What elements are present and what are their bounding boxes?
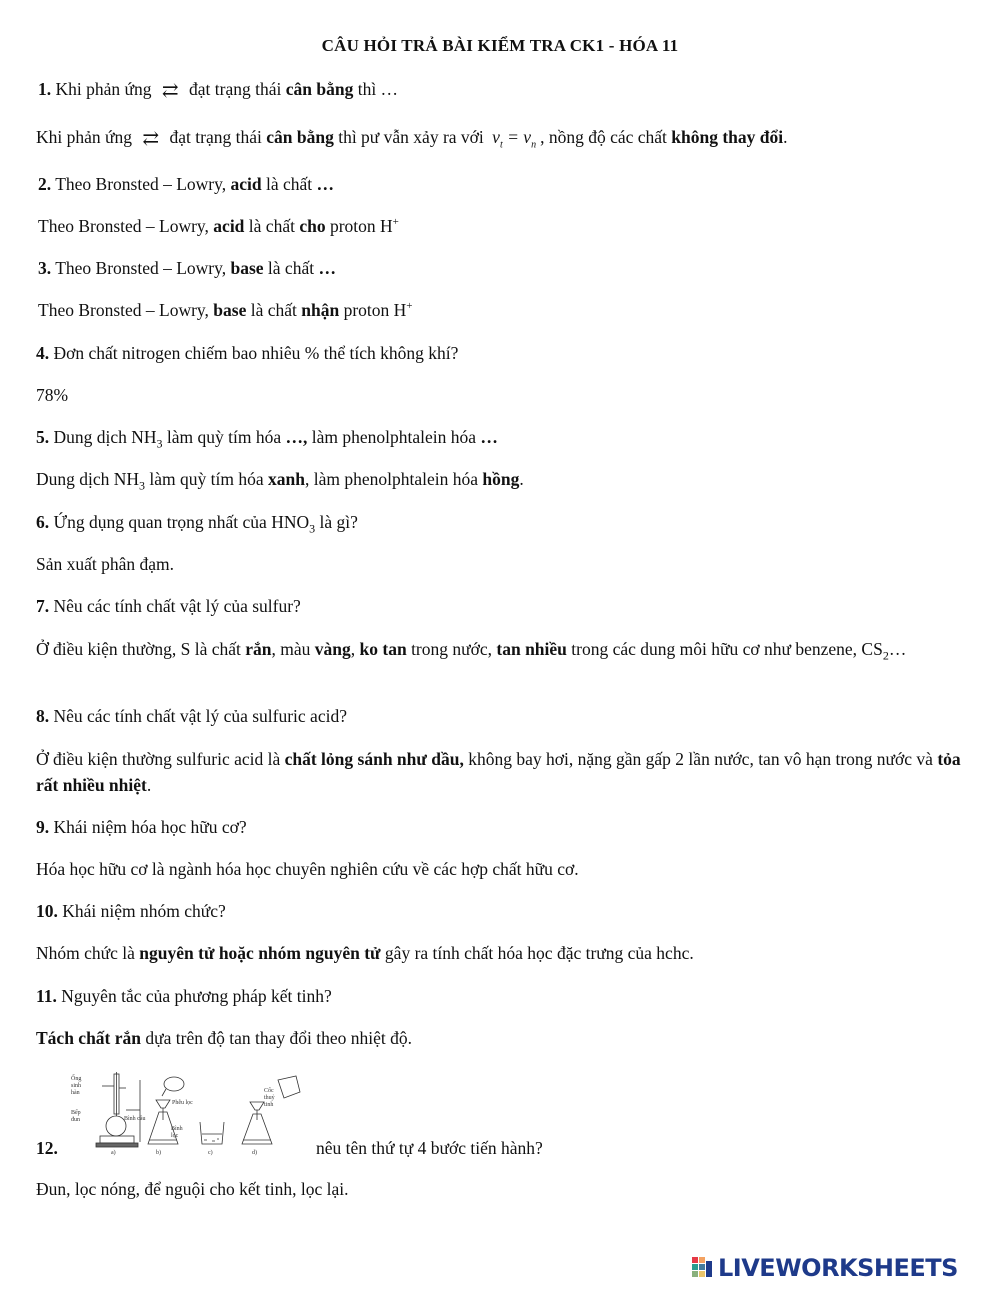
question-5: 5. Dung dịch $NH_3$ làm quỳ tím hóa …, làm phenolphtalein hóa … [36, 427, 498, 451]
figure-label: sinh [71, 1083, 82, 1089]
question-4: 4. Đơn chất nitrogen chiếm bao nhiêu % thể tích không khí? [36, 343, 459, 363]
equilibrium-arrows-icon: ⇄ [161, 80, 179, 102]
figure-label: hàn [71, 1090, 80, 1096]
figure-caption: d) [252, 1150, 257, 1156]
question-10: 10. Khái niệm nhóm chức? [36, 901, 226, 921]
figure-label: Bếp [71, 1110, 81, 1116]
question-8: 8. Nêu các tính chất vật lý của sulfuric acid? [36, 706, 347, 726]
reflux-setup-diagram [96, 1072, 140, 1147]
liveworksheets-logo [692, 1254, 992, 1284]
figure-label: Ống [71, 1076, 82, 1082]
question-7: 7. Nêu các tính chất vật lý của sulfur? [36, 596, 301, 616]
answer-12: Đun, lọc nóng, để nguội cho kết tinh, lọc lại. [36, 1179, 349, 1199]
liveworksheets-logo-text: LIVEWORKSHEETS [718, 1254, 958, 1282]
page-title: CÂU HỎI TRẢ BÀI KIỂM TRA CK1 - HÓA 11 [321, 36, 679, 55]
answer-1: Khi phản ứng ⇄ đạt trạng thái cân bằng thì pư vẫn xảy ra với $v_t = v_n$ , nồng độ các chất không thay đổi. [36, 127, 788, 151]
question-12: 12. Ống sinh hàn Bếp đun Bình cầu a) Phễu lọc Bình lọc b) c) Cốc thuỷ tinh d) nêu tên thứ tự 4 bước tiến hành? [36, 1070, 736, 1170]
beaker-diagram [200, 1122, 224, 1144]
rate-equation: $v_t = v_n$ [492, 127, 537, 151]
equilibrium-arrows-icon: ⇄ [142, 128, 160, 150]
figure-label: Bình [171, 1126, 183, 1132]
answer-5: Dung dịch $NH_3$ làm quỳ tím hóa xanh, làm phenolphtalein hóa hồng. [36, 469, 524, 493]
answer-7: Ở điều kiện thường, S là chất rắn, màu vàng, ko tan trong nước, tan nhiều trong các dung môi hữu cơ như benzene, $CS_2\dots$ [36, 639, 907, 663]
answer-2: Theo Bronsted – Lowry, acid là chất cho proton H+ [38, 216, 399, 236]
figure-label: Cốc [264, 1088, 274, 1094]
answer-4: 78% [36, 385, 69, 405]
figure-caption: c) [208, 1150, 213, 1156]
question-9: 9. Khái niệm hóa học hữu cơ? [36, 817, 247, 837]
answer-8: Ở điều kiện thường sulfuric acid là chất lỏng sánh như dầu, không bay hơi, nặng gần gấp 2 lần nước, tan vô hạn trong nước và tỏa rất nhiều nhiệt. [36, 749, 961, 795]
answer-9: Hóa học hữu cơ là ngành hóa học chuyên nghiên cứu về các hợp chất hữu cơ. [36, 859, 579, 879]
filtration-diagram [148, 1077, 184, 1144]
liveworksheets-logo-icon [692, 1257, 714, 1281]
figure-label: Phễu lọc [172, 1100, 193, 1106]
crystallization-apparatus-figure [66, 1070, 306, 1156]
question-2: 2. Theo Bronsted – Lowry, acid là chất … [38, 174, 335, 194]
figure-label: đun [71, 1117, 80, 1123]
question-11: 11. Nguyên tắc của phương pháp kết tinh? [36, 986, 332, 1006]
answer-6: Sản xuất phân đạm. [36, 554, 175, 574]
question-3: 3. Theo Bronsted – Lowry, base là chất … [38, 258, 336, 278]
figure-label: tinh [264, 1102, 274, 1108]
figure-caption: b) [156, 1150, 161, 1156]
answer-10: Nhóm chức là nguyên tử hoặc nhóm nguyên tử gây ra tính chất hóa học đặc trưng của hchc. [36, 943, 694, 963]
figure-caption: a) [111, 1150, 116, 1156]
figure-label: lọc [171, 1133, 179, 1139]
answer-3: Theo Bronsted – Lowry, base là chất nhận proton H+ [38, 300, 413, 320]
figure-label: Bình cầu [124, 1116, 146, 1122]
question-6: 6. Ứng dụng quan trọng nhất của $HNO_3$ là gì? [36, 512, 358, 536]
figure-label: thuỷ [264, 1095, 275, 1101]
final-filtration-diagram [242, 1076, 300, 1144]
answer-11: Tách chất rắn dựa trên độ tan thay đổi theo nhiệt độ. [36, 1028, 412, 1048]
question-1: 1. Khi phản ứng ⇄ đạt trạng thái cân bằng thì … [38, 79, 399, 102]
